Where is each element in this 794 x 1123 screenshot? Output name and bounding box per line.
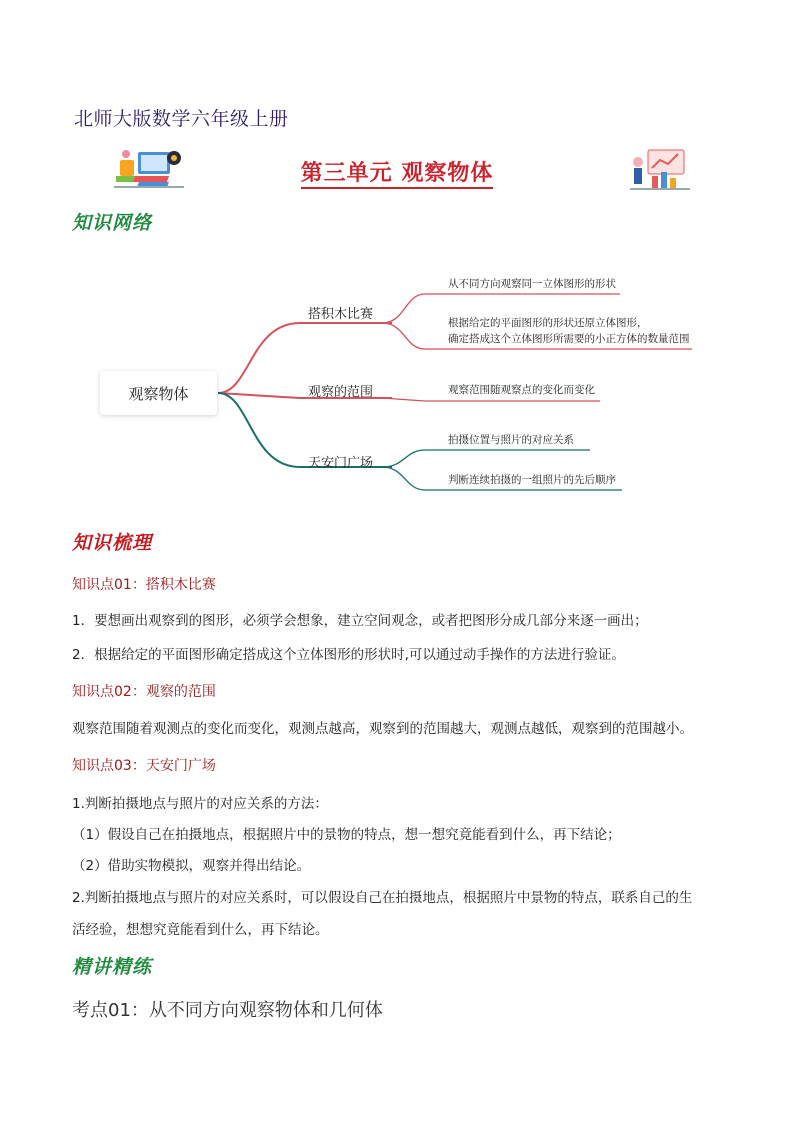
- exam-point-title: 考点01：从不同方向观察物体和几何体: [72, 1000, 383, 1021]
- section-heading-network: 知识网络: [72, 212, 153, 234]
- knowledge-point-3-title: 知识点03：天安门广场: [72, 758, 216, 774]
- knowledge-point-2-line-1: 观察范围随着观测点的变化而变化，观测点越高，观察到的范围越大，观测点越低，观察到的范围越小。: [72, 721, 693, 737]
- knowledge-point-2-title: 知识点02：观察的范围: [72, 684, 216, 700]
- mindmap-branch-range: 观察的范围: [308, 385, 374, 400]
- mindmap-leaf: 观察范围随观察点的变化而变化: [448, 384, 595, 396]
- knowledge-point-1-line-1: 1．要想画出观察到的图形，必须学会想象，建立空间观念，或者把图形分成几部分来逐一画出；: [72, 613, 648, 629]
- mindmap-root-label: 观察物体: [128, 384, 189, 403]
- document-title: 北师大版数学六年级上册: [74, 108, 289, 130]
- section-heading-practice: 精讲精练: [72, 956, 153, 978]
- knowledge-point-1-title: 知识点01：搭积木比赛: [72, 577, 216, 593]
- section-heading-review: 知识梳理: [72, 532, 153, 554]
- connector-leaf-3a: [382, 450, 590, 467]
- knowledge-point-3-line-3: （2）借助实物模拟，观察并得出结论。: [72, 858, 311, 874]
- knowledge-point-1-line-2: 2．根据给定的平面图形确定搭成这个立体图形的形状时,可以通过动手操作的方法进行验证。: [72, 647, 625, 663]
- mindmap-branch-tiananmen: 天安门广场: [308, 456, 374, 471]
- mindmap-leaf: 从不同方向观察同一立体图形的形状: [448, 278, 616, 290]
- knowledge-point-3-line-5: 活经验，想想究竟能看到什么，再下结论。: [72, 922, 329, 938]
- mindmap-leaf: 根据给定的平面图形的形状还原立体图形，: [448, 317, 648, 329]
- mindmap-leaf: 判断连续拍摄的一组照片的先后顺序: [448, 474, 616, 486]
- knowledge-point-3-line-1: 1.判断拍摄地点与照片的对应关系的方法：: [72, 796, 328, 812]
- connector-leaf-2a: [382, 398, 600, 401]
- mindmap-leaf: 确定搭成这个立体图形所需要的小正方体的数量范围: [448, 333, 690, 345]
- knowledge-point-3-line-2: （1）假设自己在拍摄地点，根据照片中的景物的特点，想一想究竟能看到什么，再下结论；: [72, 827, 621, 843]
- mindmap-root: [100, 371, 217, 415]
- unit-title-text: 第三单元 观察物体: [301, 161, 494, 189]
- mindmap-branch-blocks: 搭积木比赛: [308, 307, 374, 322]
- knowledge-point-3-line-4: 2.判断拍摄地点与照片的对应关系时，可以假设自己在拍摄地点，根据照片中景物的特点，联系自己的生: [72, 890, 693, 906]
- mindmap-leaf: 拍摄位置与照片的对应关系: [448, 434, 574, 446]
